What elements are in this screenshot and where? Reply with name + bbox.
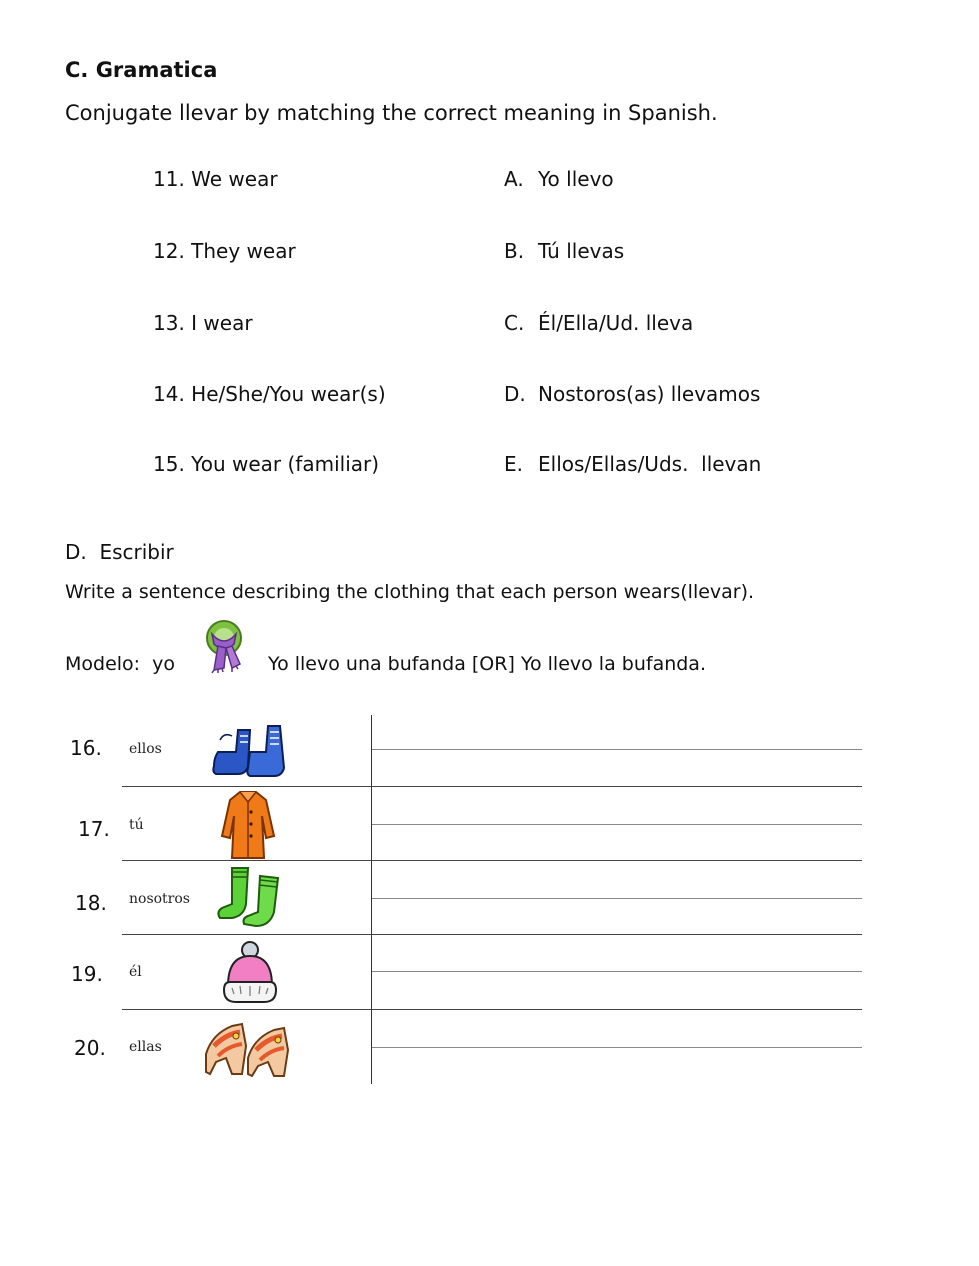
option-a [504,167,614,191]
modelo-label: Modelo: yo [65,653,176,675]
section-d-instruction: Write a sentence describing the clothing that each person wears(llevar). [65,581,755,603]
row-separator [122,934,862,935]
answer-line-16[interactable] [372,749,862,750]
row-separator [122,786,862,787]
option-b [504,239,624,263]
answer-line-18[interactable] [372,898,862,899]
question-15: 15. You wear (familiar) [153,452,380,476]
row-19-pronoun: él [129,964,142,980]
option-e-text: Ellos/Ellas/Uds. llevan [538,452,762,476]
answer-line-20[interactable] [372,1047,862,1048]
option-d [504,382,760,406]
question-13: 13. I wear [153,311,253,335]
section-c-instruction: Conjugate llevar by matching the correct meaning in Spanish. [65,101,718,125]
row-20-pronoun: ellas [129,1039,162,1055]
option-b-label: B. [504,239,525,263]
option-b-text: Tú llevas [538,239,625,263]
option-c-text: Él/Ella/Ud. lleva [538,311,694,335]
boots-icon [210,722,290,778]
socks-icon [214,864,284,930]
option-d-text: Nostoros(as) llevamos [538,382,761,406]
option-c [504,311,693,335]
option-e-label: E. [504,452,523,476]
row-separator [122,860,862,861]
row-16-number: 16. [70,736,102,760]
row-16-pronoun: ellos [129,741,162,757]
option-d-label: D. [504,382,526,406]
section-c-heading: C. Gramatica [65,58,218,82]
question-11: 11. We wear [153,167,278,191]
row-19-number: 19. [71,962,103,986]
modelo-example: Yo llevo una bufanda [OR] Yo llevo la bufanda. [268,653,706,675]
coat-icon [220,788,276,860]
table-divider [371,715,372,1084]
row-20-number: 20. [74,1036,106,1060]
row-17-number: 17. [78,817,110,841]
option-a-text: Yo llevo [538,167,614,191]
answer-line-19[interactable] [372,971,862,972]
answer-line-17[interactable] [372,824,862,825]
scarf-icon [200,618,248,674]
row-18-pronoun: nosotros [129,891,190,907]
option-a-label: A. [504,167,524,191]
option-e [504,452,761,476]
question-12: 12. They wear [153,239,296,263]
row-18-number: 18. [75,891,107,915]
sandals-icon [202,1014,294,1078]
question-14: 14. He/She/You wear(s) [153,382,386,406]
hat-icon [220,938,278,1006]
row-17-pronoun: tú [129,817,144,833]
option-c-label: C. [504,311,525,335]
section-d-heading: D. Escribir [65,540,174,564]
row-separator [122,1009,862,1010]
